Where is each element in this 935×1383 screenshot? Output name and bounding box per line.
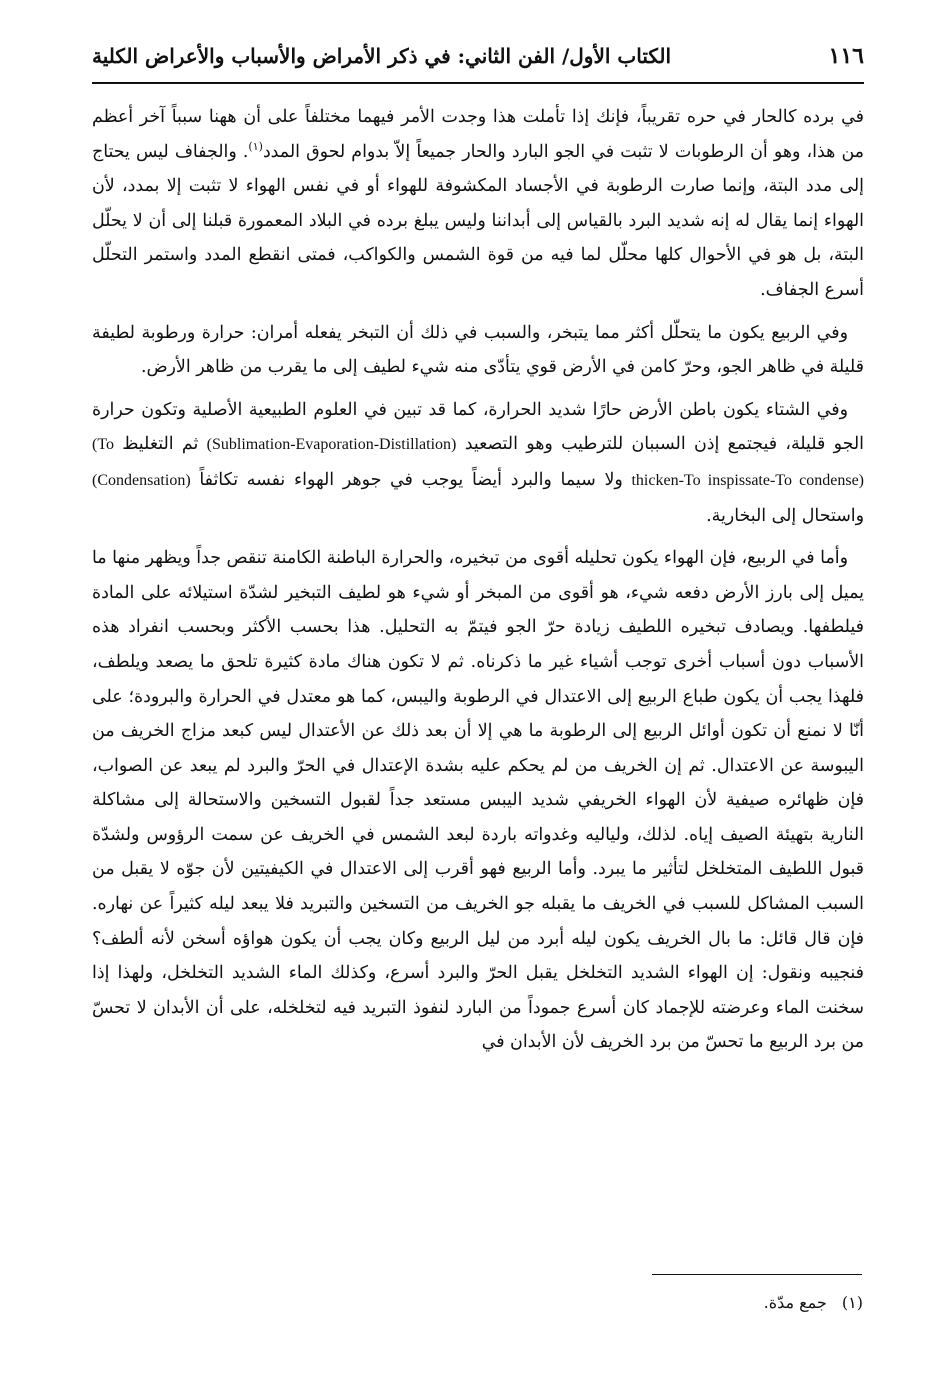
paragraph-3-text-c: ولا سيما والبرد أيضاً يوجب في جوهر الهواء نفسه تكاثفاً xyxy=(190,469,632,490)
main-text xyxy=(92,100,864,1068)
footnote-number: (١) xyxy=(841,1293,863,1312)
paragraph-2: وفي الربيع يكون ما يتحلّل أكثر مما يتبخر، والسبب في ذلك أن التبخر يفعله أمران: حرارة ورطوبة لطيفة قليلة في ظاهر الجو، وحرّ كامن في الأرض قوي يتأدّى منه شيء لطيف إلى ما يقرب من ظاهر الأرض. xyxy=(92,322,864,378)
paragraph-3 xyxy=(92,393,864,533)
paragraph-1-text-b: . والجفاف ليس يحتاج إلى مدد البتة، وإنما صارت الرطوبة في الأجساد المكشوفة للهواء أو في نفس الهواء لا تثبت إلا بمدد، لأن الهواء إنما يقال له إنه شديد البرد بالقياس إلى أبداننا وليس يبلغ برده في البلاد المعمورة قبلنا إلى أن لا يحلّل البتة، بل هو في الأحوال كلها محلّل لما فيه من قوة الشمس والكواكب، فمتى انقطع المدد واستمر التحلّل أسرع الجفاف. xyxy=(92,141,864,300)
paragraph-1 xyxy=(92,100,864,308)
latin-term-sublimation: (Sublimation-Evaporation-Distillation) xyxy=(206,436,457,454)
paragraph-1-text-a: في برده كالحار في حره تقريباً، فإنك إذا تأملت هذا وجدت الأمر فيهما مختلفاً على أن ههنا سبباً آخر أعظم من هذا، وهو أن الرطوبات لا تثبت في الجو البارد والحار جميعاً إلاّ بدوام لحوق المدد xyxy=(92,107,864,162)
footnote-rule xyxy=(652,1274,862,1275)
page-header xyxy=(92,38,864,78)
paragraph-3-text-b: ثم التغليظ xyxy=(113,434,207,455)
footnote-reference: (١) xyxy=(248,139,263,153)
paragraph-3-text-a: وفي الشتاء يكون باطن الأرض حارًا شديد الحرارة، كما قد تبين في العلوم الطبيعية الأصلية وتكون حرارة الجو قليلة، فيجتمع إذن السببان للترطيب وهو التصعيد xyxy=(92,399,865,455)
paragraph-4: وأما في الربيع، فإن الهواء يكون تحليله أقوى من تبخيره، والحرارة الباطنة الكامنة تنقص جداً ويظهر منها ما يميل إلى بارز الأرض دفعه شيء، هو أقوى من المبخر أو شيء هو لطيف التبخير لشدّة استيلائه على المادة فيلطفها. ويصادف تبخيره اللطيف زيادة حرّ الجو فيتمّ به التحليل. هذا بحسب الأكثر وبحسب انفراد هذه الأسباب دون أسباب أخرى توجب أشياء غير ما ذكرناه. ثم لا تكون هناك مادة كثيرة تلحق ما يصعد ويلطف، فلهذا يجب أن يكون طباع الربيع إلى الاعتدال في الرطوبة واليبس، كما هو معتدل في الحرارة والبرودة؛ على أنّا لا نمنع أن تكون أوائل الربيع إلى الرطوبة ما هي إلا أن بعد ذلك عن الأعتدال ليس كبعد مزاج الخريف من اليبوسة عن الاعتدال. ثم إن الخريف من لم يحكم عليه بشدة الإعتدال في الحرّ والبرد لم يبعد عن الصواب، فإن ظهائره صيفية لأن الهواء الخريفي شديد اليبس مستعد جداً لقبول التسخين والاستحالة إلى مشاكلة النارية بتهيئة الصيف إياه. لذلك، ولياليه وغدواته باردة لبعد الشمس في الخريف عن سمت الرؤوس ولشدّة قبول اللطيف المتخلخل لتأثير ما يبرد. وأما الربيع فهو أقرب إلى الاعتدال في الكيفيتين لأن جوّه لا يقبل من السبب المشاكل للسبب في الخريف ما يقبله جو الخريف من التسخين والتبريد فلا يبعد ليله كثيراً عن نهاره. فإن قال قائل: ما بال الخريف يكون ليله أبرد من ليل الربيع وكان يجب أن يكون هواؤه أسخن لأنه ألطف؟ فنجيبه ونقول: إن الهواء الشديد التخلخل يقبل الحرّ والبرد أسرع، وكذلك الماء الشديد التخلخل، ولهذا إذا سخنت الماء وعرضته للإجماد كان أسرع جموداً من البارد لنفوذ التبريد فيه لتخلخله، على أن الأبدان لا تحسّ من برد الربيع ما تحسّ من برد الخريف لأن الأبدان في xyxy=(92,548,864,1053)
latin-term-thicken: (To thicken-To inspissate-To condense) xyxy=(92,436,865,489)
footnote xyxy=(463,1288,863,1318)
running-head: الكتاب الأول/ الفن الثاني: في ذكر الأمراض والأسباب والأعراض الكلية xyxy=(92,44,672,68)
latin-term-condensation: (Condensation) xyxy=(92,471,191,489)
paragraph-3-text-d: واستحال إلى البخارية. xyxy=(706,505,864,526)
header-rule xyxy=(92,82,864,84)
page-number: ١١٦ xyxy=(828,43,864,69)
footnote-text: جمع مدّة. xyxy=(763,1293,827,1312)
